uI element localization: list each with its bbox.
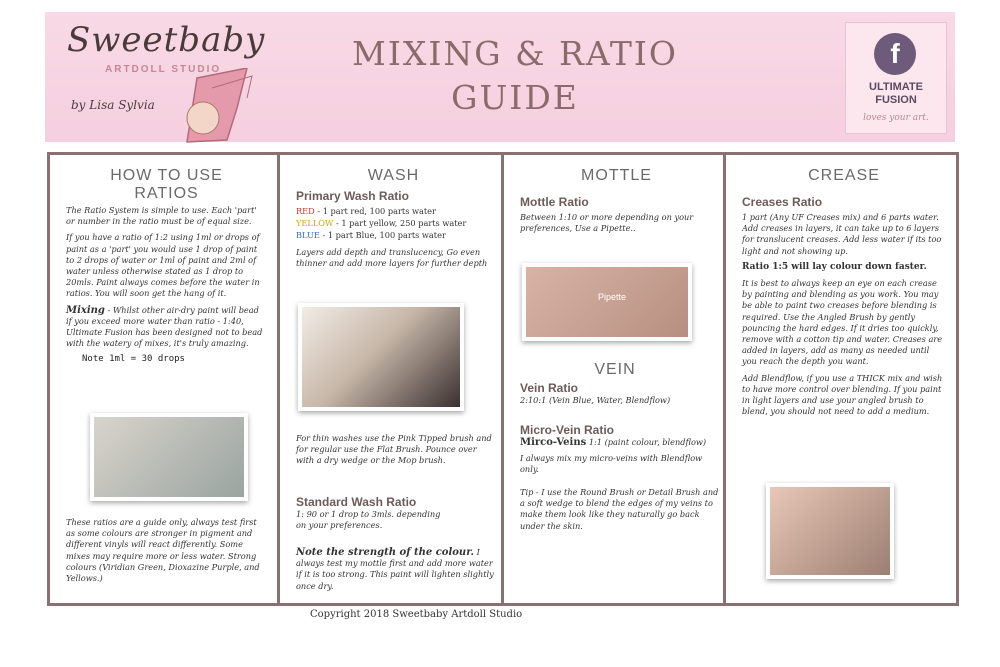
vein-title: VEIN <box>594 361 636 378</box>
crease-ratio-text: 1 part (Any UF Creases mix) and 6 parts water. Add creases in layers, it can take up to 6 layers for translucent creases. Add less water if its too light and not showing up. <box>742 212 942 256</box>
crease-method-text: It is best to always keep an eye on each crease by painting and blending as you work. You may be able to paint two creases before blending is required. Use the Angled Brush by gently pouncing the hard edges. If it dries too quickly, remove with a cotton tip and water. Creases are added in layers, add as many as needed until you reach the depth you want. <box>742 278 943 367</box>
paint-supplies-photo <box>298 303 464 411</box>
brand-author: by Lisa Sylvia <box>71 98 155 112</box>
yellow-text: - 1 part yellow, 250 parts water <box>333 218 467 229</box>
yellow-ratio <box>296 218 491 229</box>
mixing-label: Mixing <box>66 304 105 316</box>
blue-label: BLUE <box>296 230 320 241</box>
crease-title: CREASE <box>808 167 880 184</box>
mixing-text <box>66 305 267 350</box>
wash-title: WASH <box>367 167 420 184</box>
standard-wash-title: Standard Wash Ratio <box>296 495 417 509</box>
pipette-label: Pipette <box>598 292 627 302</box>
copyright-text: Copyright 2018 Sweetbaby Artdoll Studio <box>310 609 523 620</box>
thin-wash-text: For thin washes use the Pink Tipped brush and for regular use the Flat Brush. Pounce over with a dry wedge or the Mop brush. <box>296 433 492 466</box>
ratio-1-5-text: Ratio 1:5 will lay colour down faster. <box>742 261 927 272</box>
how-to-title-line-2: RATIOS <box>134 185 199 202</box>
drops-note: Note 1ml = 30 drops <box>82 354 185 365</box>
blendflow-text: Add Blendflow, if you use a THICK mix and wish to have more control over blending. If you paint in light layers and use your angled brush to blend, you should not need to add a medium. <box>742 372 943 417</box>
uf-line-2: FUSION <box>875 94 917 106</box>
wash-column <box>280 155 504 603</box>
ultimate-fusion-logo <box>845 22 947 134</box>
micro-vein-label: Mirco-Veins <box>520 437 587 448</box>
strength-note <box>296 547 496 592</box>
micro-vein-note: I always mix my micro-veins with Blendflow only. <box>520 453 703 475</box>
guide-disclaimer-text: These ratios are a guide only, always test first as some colours are stronger in pigment and different vinyls will react differently. Some mixes may require more or less water. Strong colours (Viridian Green, Dioxazine Purple, and Yellows.) <box>66 517 260 584</box>
vein-ratio-text: 2:10:1 (Vein Blue, Water, Blendflow) <box>520 395 671 405</box>
primary-wash-title: Primary Wash Ratio <box>296 189 409 203</box>
guide-panels <box>47 152 959 606</box>
blue-text: - 1 part Blue, 100 parts water <box>319 230 446 241</box>
uf-brand-text <box>846 81 946 107</box>
brand-subtitle: ARTDOLL STUDIO <box>105 64 222 75</box>
mixing-body: - Whilst other air-dry paint will bead if you exceed more water than ratio - 1:40, Ultimate Fusion has been designed not to bead with the watery of mixes, it's truly amazing. <box>66 304 263 349</box>
red-text: - 1 part red, 100 parts water <box>314 206 436 216</box>
mottle-title: MOTTLE <box>581 167 652 184</box>
uf-tagline: loves your art. <box>863 113 929 123</box>
uf-circle-icon: f <box>874 33 916 75</box>
red-label: RED <box>296 206 315 216</box>
mottle-column <box>504 155 726 603</box>
how-to-title <box>66 167 267 203</box>
swaddled-baby-illustration <box>167 68 259 146</box>
layers-text: Layers add depth and translucency, Go even thinner and add more layers for further depth <box>296 246 488 268</box>
ratio-example-text: If you have a ratio of 1:2 using 1ml or drops of paint as a 'part' you would use 1 drop of paint to 2 drops of water or 1ml of paint and 2ml of water unless otherwise stated as 1 drop to 20mls. Paint always comes before the water in ratios. You will soon get the hang of it. <box>66 232 260 299</box>
micro-vein-text <box>520 437 720 448</box>
brand-name: Sweetbaby <box>67 20 266 60</box>
micro-vein-title: Micro-Vein Ratio <box>520 423 615 437</box>
title-line-1: MIXING & RATIO <box>352 34 678 73</box>
uf-line-1: ULTIMATE <box>869 81 923 93</box>
strength-label: Note the strength of the colour. <box>296 547 475 558</box>
yellow-label: YELLOW <box>296 218 334 229</box>
micro-vein-ratio: 1:1 (paint colour, blendflow) <box>586 437 707 447</box>
syringe-photo <box>90 413 248 501</box>
red-ratio <box>296 206 491 217</box>
vein-tip-text: Tip - I use the Round Brush or Detail Brush and a soft wedge to blend the edges of my veins to make them look like they naturally go back under the skin. <box>520 487 719 531</box>
how-to-title-line-1: HOW TO USE <box>110 167 223 184</box>
crease-ratio-title: Creases Ratio <box>742 195 823 209</box>
title-line-2: GUIDE <box>451 78 579 117</box>
mottle-ratio-text: Between 1:10 or more depending on your preferences, Use a Pipette.. <box>520 212 694 234</box>
crease-column <box>726 155 956 603</box>
vein-ratio-title: Vein Ratio <box>520 381 579 395</box>
mottle-ratio-title: Mottle Ratio <box>520 195 589 209</box>
page-title <box>305 32 725 120</box>
ratio-intro-text: The Ratio System is simple to use. Each 'part' or number in the ratio must be of equal size. <box>66 205 257 227</box>
header-banner <box>45 12 955 142</box>
pipette-photo <box>522 263 692 341</box>
standard-wash-text: 1: 90 or 1 drop to 3mls. depending on your preferences. <box>296 509 441 531</box>
how-to-use-column <box>50 155 280 603</box>
strength-body: I always test my mottle first and add more water if it is too strong. This paint will lighten slightly once dry. <box>296 547 494 591</box>
brand-logo <box>67 20 267 140</box>
blue-ratio <box>296 230 491 241</box>
baby-face-photo <box>766 483 894 579</box>
